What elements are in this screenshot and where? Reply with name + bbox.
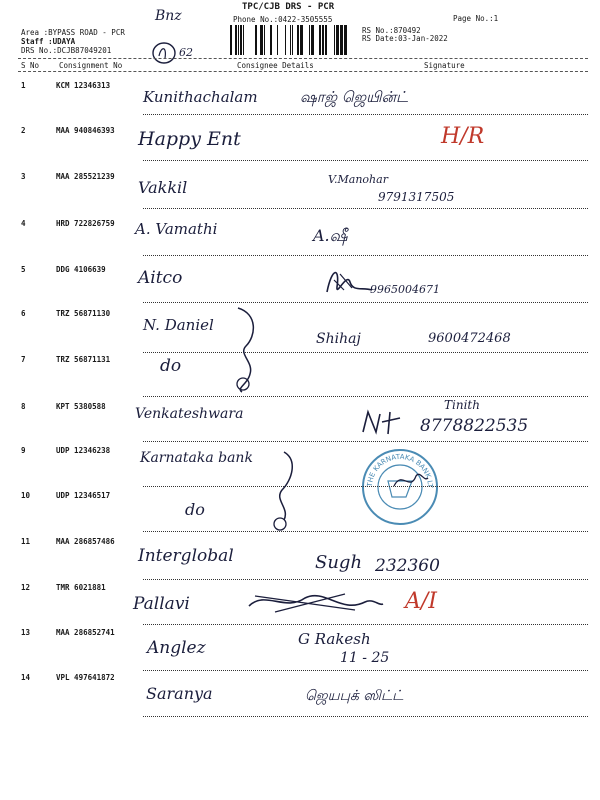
barcode-bar [319,25,321,55]
row-consignee: A. Vamathi [135,220,218,238]
barcode-bar [300,25,303,55]
row-consignment: HRD 722826759 [56,219,115,228]
row-line [143,114,588,115]
rs-number: RS No.:870492 [362,26,421,35]
signature-scribble [360,408,410,438]
row-signature: Shihaj [316,331,361,347]
area-label: Area :BYPASS ROAD - PCR [21,28,125,37]
row-sno: 11 [21,537,31,546]
row-mark: H/R [441,124,485,149]
row-consignee: Pallavi [133,594,190,614]
row-line [143,255,588,256]
barcode-bar [235,25,237,55]
barcode-bar [238,25,239,55]
row-signature: ஜெயபுக் ஸிட்ட் [305,688,404,704]
row-signature: Sugh [315,552,363,573]
col-sno: S No [21,61,40,70]
barcode-bar [334,25,335,55]
barcode-bar [255,25,257,55]
row-sno: 12 [21,583,31,592]
row-phone: 9965004671 [370,283,440,296]
row-consignment: UDP 12346238 [56,446,111,455]
stamp-text: THE KARNATAKA BANK LTD [357,441,435,489]
row-line [143,352,588,353]
row-signature: ஷாஜ் ஜெயின்ட் [300,88,408,106]
barcode-bar [243,25,244,55]
page-number: Page No.:1 [453,14,499,23]
barcode-bar [264,25,265,55]
row-sno: 7 [21,355,26,364]
circled-note [151,42,211,66]
bracket-mark [228,306,268,396]
row-line [143,208,588,209]
row-consignee: Saranya [146,684,213,703]
row-consignee: Karnataka bank [140,450,253,466]
row-phone: 9791317505 [378,190,455,204]
row-consignment: MAA 285521239 [56,172,115,181]
header-divider-bottom [18,71,588,72]
row-consignment: VPL 497641872 [56,673,115,682]
bracket-mark [262,450,302,535]
row-line [143,670,588,671]
row-line [143,624,588,625]
row-sno: 13 [21,628,31,637]
row-mark: A/I [405,589,437,614]
row-sno: 1 [21,81,26,90]
row-phone: 232360 [375,556,440,576]
row-consignee: Aitco [138,268,183,288]
barcode-bar [340,25,343,55]
barcode-bar [270,25,272,55]
row-sno: 3 [21,172,26,181]
row-sno: 14 [21,673,31,682]
col-consignment: Consignment No [59,61,123,70]
rs-date: RS Date:03-Jan-2022 [362,34,448,43]
report-title: TPC/CJB DRS - PCR [242,2,335,12]
row-sno: 10 [21,491,31,500]
header-divider-top [18,58,588,59]
row-consignee: do [185,500,205,519]
row-time: 11 - 25 [340,650,390,666]
staff-label: Staff :UDAYA [21,37,76,46]
signature-scribble [245,586,385,618]
barcode [230,25,355,57]
barcode-bar [240,25,242,55]
row-consignment: MAA 940846393 [56,126,115,135]
row-line [143,716,588,717]
row-signature: A.ஷீ [313,226,348,245]
row-line [143,160,588,161]
barcode-bar [260,25,263,55]
row-sno: 8 [21,402,26,411]
row-sno: 5 [21,265,26,274]
signature-scribble [390,466,430,496]
col-consignee: Consignee Details [237,61,314,70]
row-line [143,486,588,487]
barcode-bar [344,25,347,55]
row-line [143,579,588,580]
row-consignment: DDG 4106639 [56,265,106,274]
row-signature: V.Manohar [328,173,388,186]
row-consignee: Venkateshwara [135,406,244,422]
row-line [143,441,588,442]
barcode-bar [325,25,327,55]
row-signature: G Rakesh [298,630,371,648]
phone-number: Phone No.:0422-3505555 [233,15,333,24]
row-signature: Tinith [444,398,480,412]
row-consignment: KCM 12346313 [56,81,111,90]
row-consignee: Vakkil [138,178,188,197]
row-consignment: TMR 6021881 [56,583,106,592]
barcode-bar [322,25,324,55]
barcode-bar [311,25,314,55]
row-line [143,302,588,303]
row-consignee: Anglez [147,638,206,658]
row-consignee: do [160,356,182,376]
row-consignment: KPT 5380588 [56,402,106,411]
row-line [143,531,588,532]
row-sno: 4 [21,219,26,228]
row-consignment: TRZ 56871131 [56,355,111,364]
row-phone: 8778822535 [420,416,529,436]
drs-number: DRS No.:DCJB87049201 [21,46,112,55]
circled-note-text: 62 [179,46,193,59]
row-consignee: Happy Ent [138,128,241,150]
barcode-bar [285,25,286,55]
barcode-bar [292,25,293,55]
col-signature: Signature [424,61,465,70]
row-phone: 9600472468 [428,331,511,346]
signature-scribble [322,262,382,302]
row-sno: 2 [21,126,26,135]
row-consignee: N. Daniel [143,316,214,334]
barcode-bar [336,25,339,55]
barcode-bar [290,25,291,55]
barcode-bar [309,25,310,55]
row-line [143,396,588,397]
row-consignment: UDP 12346517 [56,491,111,500]
row-sno: 9 [21,446,26,455]
row-sno: 6 [21,309,26,318]
barcode-bar [230,25,232,55]
barcode-bar [297,25,299,55]
row-consignee: Interglobal [138,546,234,566]
row-consignee: Kunithachalam [143,88,258,106]
barcode-bar [277,25,278,55]
row-consignment: MAA 286857486 [56,537,115,546]
handwritten-note-top: Bnz [155,8,182,24]
row-consignment: MAA 286852741 [56,628,115,637]
row-consignment: TRZ 56871130 [56,309,111,318]
